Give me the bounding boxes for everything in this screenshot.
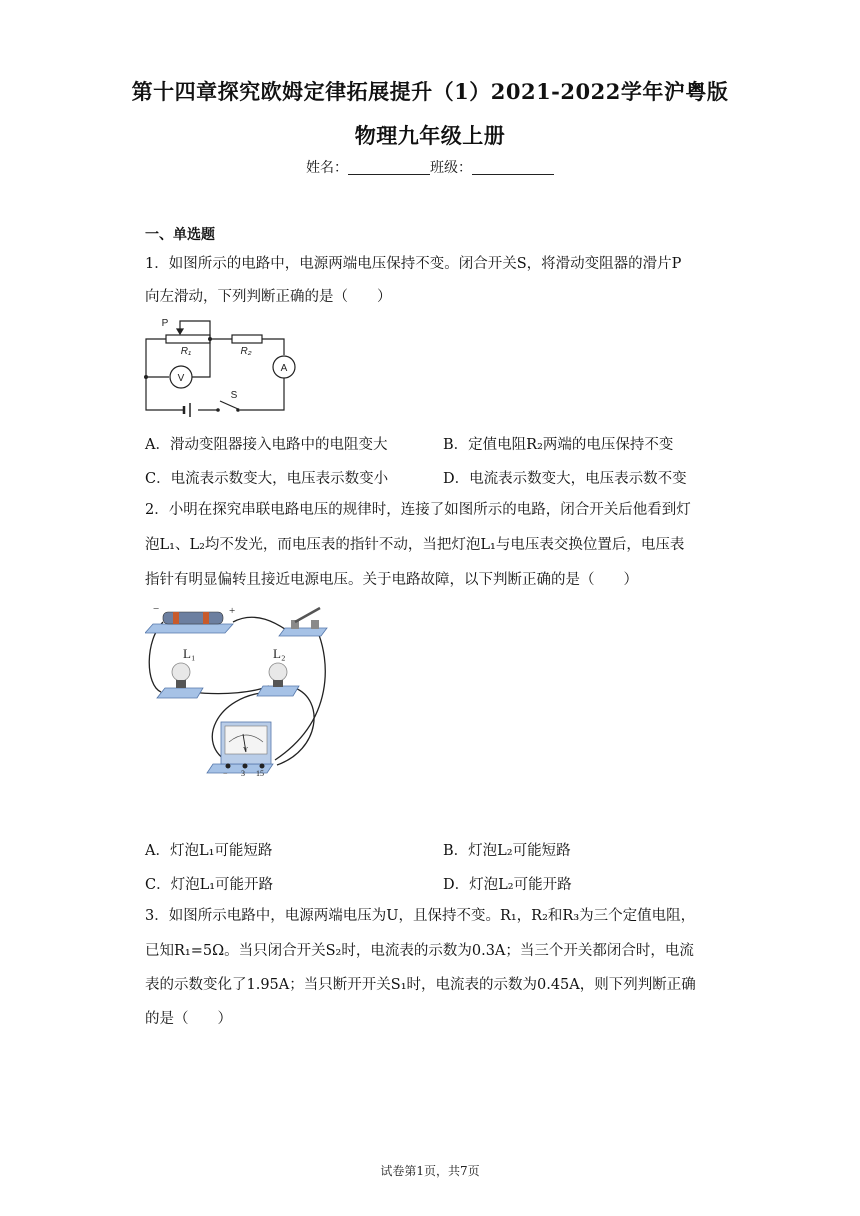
q2-text-line3: 指针有明显偏转且接近电源电压。关于电路故障，以下判断正确的是（ ） (145, 572, 638, 588)
q2-terminal-minus: − (223, 769, 228, 778)
q2-terminal-3: 3 (241, 769, 245, 778)
q3-text-line3: 表的示数变化了1.95A；当只断开开关S₁时，电流表的示数为0.45A，则下列判断正确 (145, 977, 696, 993)
q3-text-line2: 已知R₁=5Ω。当只闭合开关S₂时，电流表的示数为0.3A；当三个开关都闭合时，电流 (145, 943, 694, 959)
page-title-line2: 物理九年级上册 (354, 123, 506, 148)
name-label: 姓名： (306, 160, 348, 176)
q1-label-p: P (161, 318, 169, 329)
q2-option-c[interactable]: C．灯泡L₁可能开路 (145, 877, 274, 893)
q2-terminal-15: 15 (256, 769, 264, 778)
q2-option-a[interactable]: A．灯泡L₁可能短路 (145, 843, 273, 859)
q2-battery-plus: + (229, 605, 236, 617)
name-blank[interactable] (348, 160, 430, 175)
class-label: 班级： (430, 160, 472, 176)
q1-label-s: S (230, 390, 238, 401)
student-info-line (0, 157, 860, 177)
q1-text-line2: 向左滑动，下列判断正确的是（ ） (145, 289, 392, 305)
q1-option-c[interactable]: C．电流表示数变大，电压表示数变小 (145, 471, 389, 487)
q1-label-r2: R₂ (240, 346, 252, 357)
q1-circuit-diagram (140, 310, 300, 420)
q2-text-line2: 泡L₁、L₂均不发光，而电压表的指针不动，当把灯泡L₁与电压表交换位置后，电压表 (145, 537, 685, 553)
q1-option-d[interactable]: D．电流表示数变大，电压表示数不变 (443, 471, 687, 487)
q1-label-r1: R₁ (180, 346, 192, 357)
class-blank[interactable] (472, 160, 554, 175)
q2-circuit-photo (145, 600, 345, 785)
q3-text-line4: 的是（ ） (145, 1011, 232, 1027)
q1-label-a: A (280, 363, 288, 374)
q2-text-line1: 2．小明在探究串联电路电压的规律时，连接了如图所示的电路，闭合开关后他看到灯 (145, 502, 691, 518)
q1-option-a[interactable]: A．滑动变阻器接入电路中的电阻变大 (145, 437, 388, 453)
q1-option-b[interactable]: B．定值电阻R₂两端的电压保持不变 (443, 437, 674, 453)
q1-label-v: V (177, 373, 185, 384)
q2-label-l2: L₂ (273, 646, 286, 661)
q3-text-line1: 3．如图所示电路中，电源两端电压为U，且保持不变。R₁，R₂和R₃为三个定值电阻， (145, 908, 696, 924)
q2-battery-minus: − (153, 603, 160, 615)
section-heading: 一、单选题 (145, 227, 215, 243)
q2-label-l1: L₁ (183, 646, 196, 661)
page-footer: 试卷第1页，共7页 (380, 1164, 480, 1178)
page-title: 第十四章探究欧姆定律拓展提升（1）2021-2022学年沪粤版 (131, 79, 729, 104)
q2-meter-v: V (243, 746, 249, 754)
q2-option-d[interactable]: D．灯泡L₂可能开路 (443, 877, 572, 893)
q2-option-b[interactable]: B．灯泡L₂可能短路 (443, 843, 571, 859)
q1-text-line1: 1．如图所示的电路中，电源两端电压保持不变。闭合开关S，将滑动变阻器的滑片P (145, 256, 682, 272)
